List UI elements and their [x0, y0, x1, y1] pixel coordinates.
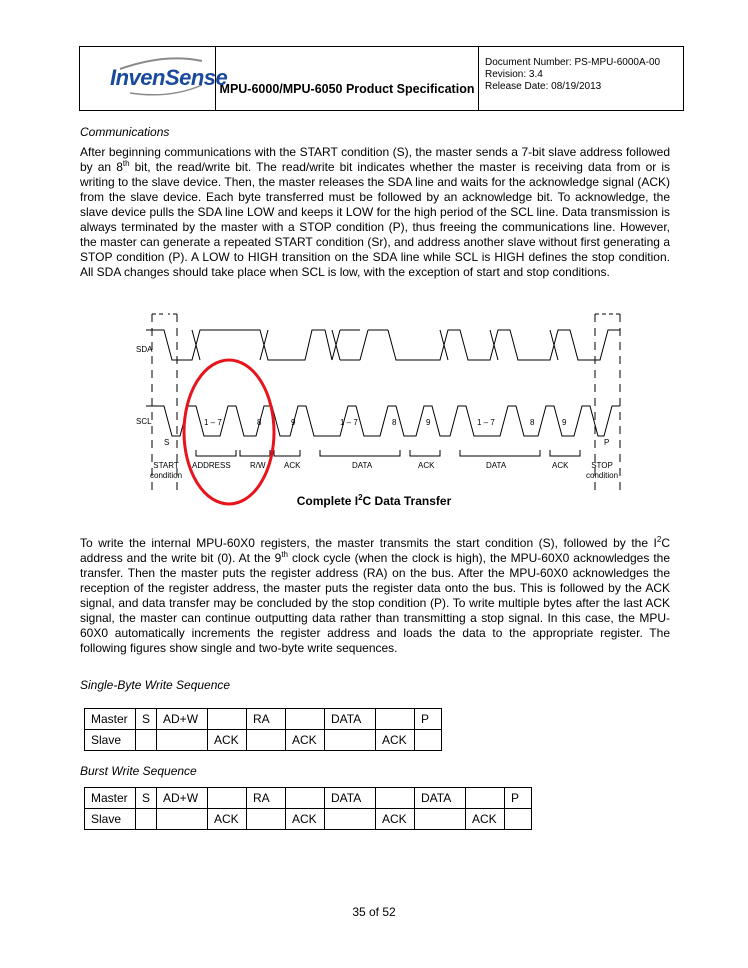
caption-text-b: C Data Transfer — [362, 494, 452, 508]
table-cell: RA — [247, 709, 286, 730]
clock-label: 9 — [562, 418, 567, 427]
table-cell: ACK — [208, 730, 247, 751]
table-cell: ACK — [466, 809, 505, 830]
para1-text-b: bit, the read/write bit. The read/write bit indicates whether the master is receiving data from or is writing to the slave device. Then, the master releases the SDA line and waits for the acknowledge signal (ACK) from the slave device. Each byte transferred must be followed by an acknowledge bit. To acknowledge, the slave device pulls the SDA line LOW and keeps it LOW for the high period of the SCL line. Data transmission is always terminated by the master with a STOP condition (P), thus freeing the communications line. However, the master can generate a repeated START condition (Sr), and address another slave without first generating a STOP condition (P). A LOW to HIGH transition on the SDA line while SCL is HIGH defines the stop condition. All SDA changes should take place when SCL is low, with the exception of start and stop conditions. — [80, 160, 670, 279]
table-cell: DATA — [415, 788, 466, 809]
table-cell: RA — [247, 788, 286, 809]
start-symbol: S — [164, 438, 170, 447]
table-cell — [325, 809, 376, 830]
table-cell: ACK — [286, 730, 325, 751]
field-label: ACK — [418, 461, 435, 470]
clock-label: 1 – 7 — [340, 418, 358, 427]
table-cell: Slave — [85, 809, 136, 830]
table-cell: DATA — [325, 788, 376, 809]
clock-label: 9 — [426, 418, 431, 427]
caption-sup: 2 — [358, 493, 363, 502]
clock-label: 8 — [257, 418, 262, 427]
table-cell — [136, 809, 157, 830]
para2-text-c: clock cycle (when the clock is high), the MPU-60X0 acknowledges the transfer. Then the master puts the register address (RA) on the bus. After the MPU-60X0 acknowledges the reception of the register address, the master puts the register data onto the bus. This is followed by the ACK signal, and data transfer may be concluded by the stop condition (P). To write multiple bytes after the last ACK signal, the master can continue outputting data rather than transmitting a stop signal. In this case, the MPU-60X0 automatically increments the register address and loads the data to the appropriate register. The following figures show single and two-byte write sequences. — [80, 551, 671, 655]
table-cell: S — [136, 709, 157, 730]
diagram-labels — [130, 310, 630, 510]
table-row — [85, 730, 442, 751]
single-write-title: Single-Byte Write Sequence — [80, 678, 231, 692]
table-row — [85, 809, 532, 830]
para1-text-a: After beginning communications with the START condition (S), the master sends a 7-bit slave address followed by an 8 — [80, 145, 670, 174]
stop-label-line2: condition — [586, 471, 619, 480]
start-label-line2: condition — [150, 471, 183, 480]
field-label: DATA — [352, 461, 373, 470]
table-cell — [208, 788, 247, 809]
doc-revision: Revision: 3.4 — [485, 69, 543, 80]
sda-label: SDA — [136, 345, 153, 354]
burst-write-title: Burst Write Sequence — [80, 764, 197, 778]
company-logo: InvenSense — [110, 65, 228, 90]
table-cell — [376, 788, 415, 809]
table-cell — [376, 709, 415, 730]
paragraph-communications — [80, 145, 670, 280]
page-number: 35 of 52 — [352, 905, 396, 919]
table-cell: ACK — [376, 730, 415, 751]
table-cell: DATA — [325, 709, 376, 730]
clock-label: 1 – 7 — [204, 418, 222, 427]
table-cell: ACK — [376, 809, 415, 830]
field-label: R/W — [250, 461, 266, 470]
scl-label: SCL — [136, 417, 152, 426]
table-cell: AD+W — [157, 788, 208, 809]
field-label: ACK — [552, 461, 569, 470]
table-cell — [325, 730, 376, 751]
doc-number: Document Number: PS-MPU-6000A-00 — [485, 57, 661, 68]
para2-text-b: C address and the write bit (0). At the 9 — [80, 536, 670, 565]
doc-info-cell — [479, 47, 683, 110]
table-cell — [466, 788, 505, 809]
clock-label: 8 — [530, 418, 535, 427]
clock-label: 8 — [392, 418, 397, 427]
stop-label-line1: STOP — [591, 461, 613, 470]
doc-release-date: Release Date: 08/19/2013 — [485, 81, 602, 92]
field-label: ADDRESS — [192, 461, 231, 470]
table-row — [85, 788, 532, 809]
table-cell: P — [415, 709, 442, 730]
single-write-table — [84, 708, 442, 751]
table-cell: S — [136, 788, 157, 809]
table-cell: Master — [85, 709, 136, 730]
table-cell — [415, 730, 442, 751]
section-title: Communications — [80, 125, 170, 139]
table-cell: AD+W — [157, 709, 208, 730]
document-title: MPU-6000/MPU-6050 Product Specification — [219, 82, 475, 96]
table-cell — [286, 788, 325, 809]
header-title-cell — [216, 47, 479, 110]
field-label: DATA — [486, 461, 507, 470]
table-cell — [136, 730, 157, 751]
logo-cell — [80, 47, 228, 110]
stop-symbol: P — [604, 438, 610, 447]
table-cell — [157, 730, 208, 751]
para2-sup2: th — [281, 550, 288, 559]
table-row — [85, 709, 442, 730]
figure-caption — [0, 494, 748, 508]
table-cell — [415, 809, 466, 830]
table-cell: ACK — [286, 809, 325, 830]
paragraph-write-registers — [80, 536, 670, 656]
page-header — [79, 46, 684, 111]
table-cell — [208, 709, 247, 730]
table-cell: P — [505, 788, 532, 809]
table-cell — [247, 809, 286, 830]
clock-label: 1 – 7 — [477, 418, 495, 427]
table-cell — [505, 809, 532, 830]
para2-sup1: 2 — [656, 535, 662, 544]
table-cell: Slave — [85, 730, 136, 751]
table-cell — [247, 730, 286, 751]
table-cell: Master — [85, 788, 136, 809]
para1-sup: th — [122, 159, 130, 168]
clock-label: 9 — [291, 418, 296, 427]
field-label: ACK — [284, 461, 301, 470]
start-label-line1: START — [153, 461, 179, 470]
para2-text-a: To write the internal MPU-60X0 registers, the master transmits the start condition (S), followed by the I — [80, 536, 657, 550]
start-condition-label — [150, 461, 182, 481]
burst-write-table — [84, 787, 532, 830]
table-cell — [286, 709, 325, 730]
table-cell: ACK — [208, 809, 247, 830]
table-cell — [157, 809, 208, 830]
stop-condition-label — [586, 461, 618, 481]
caption-text-a: Complete I — [296, 494, 359, 508]
